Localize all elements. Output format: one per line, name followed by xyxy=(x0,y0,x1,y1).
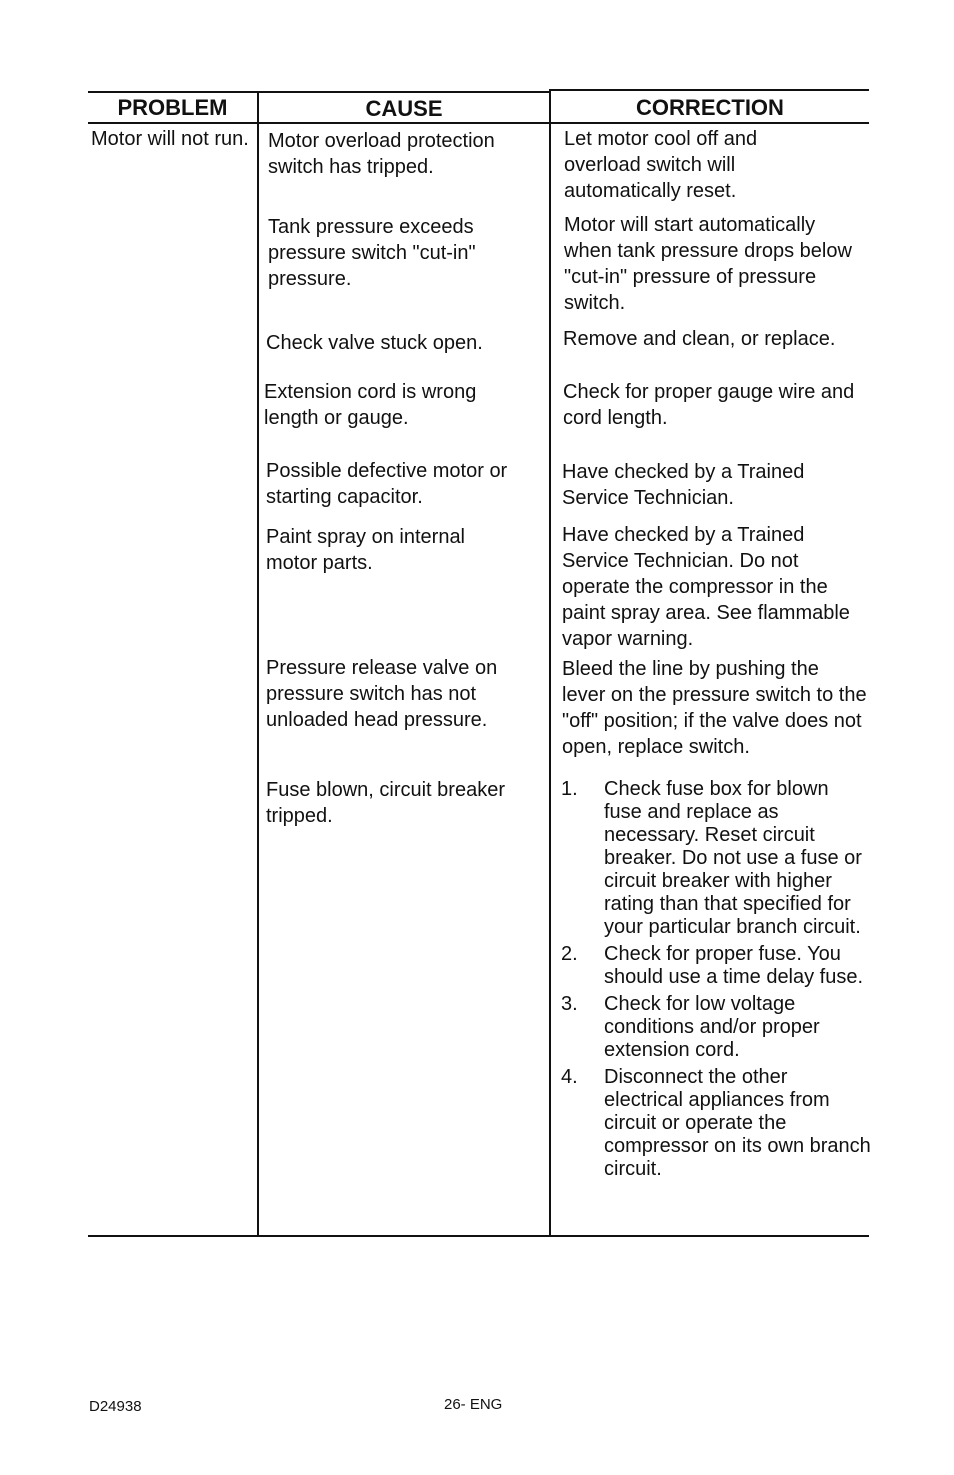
column-divider-2 xyxy=(549,89,551,1237)
correction-5: Have checked by a Trained Service Technician. xyxy=(562,461,805,509)
step-number: 1. xyxy=(561,778,578,800)
correction-6: Have checked by a Trained Service Technician. Do not operate the compressor in the paint spray area. See flammable vapor warning. xyxy=(562,524,850,650)
correction-3: Remove and clean, or replace. xyxy=(563,328,836,350)
troubleshooting-table xyxy=(88,89,869,1237)
page-number: 26- ENG xyxy=(444,1396,503,1413)
cause-4: Extension cord is wrong length or gauge. xyxy=(264,381,477,429)
list-item xyxy=(561,943,871,989)
list-item xyxy=(561,778,871,939)
cause-1: Motor overload protection switch has tripped. xyxy=(268,130,495,178)
header-correction: CORRECTION xyxy=(636,95,784,120)
bottom-rule xyxy=(88,1235,869,1237)
step-text: Check for low voltage conditions and/or proper extension cord. xyxy=(604,993,820,1061)
correction-8-steps xyxy=(561,778,871,1185)
step-text: Disconnect the other electrical appliances from circuit or operate the compressor on its own branch circuit. xyxy=(604,1066,871,1180)
cause-6: Paint spray on internal motor parts. xyxy=(266,526,466,574)
header-rule xyxy=(88,122,869,124)
list-item xyxy=(561,1066,871,1181)
top-rule-right xyxy=(549,89,869,91)
correction-1: Let motor cool off and overload switch will automatically reset. xyxy=(564,128,758,202)
header-problem: PROBLEM xyxy=(117,95,228,120)
cause-8: Fuse blown, circuit breaker tripped. xyxy=(266,779,505,827)
column-divider-1 xyxy=(257,91,259,1237)
step-number: 3. xyxy=(561,993,578,1015)
cause-3: Check valve stuck open. xyxy=(266,332,483,354)
correction-7: Bleed the line by pushing the lever on the pressure switch to the "off" position; if the valve does not open, replace switch. xyxy=(562,658,867,758)
step-text: Check fuse box for blown fuse and replace as necessary. Reset circuit breaker. Do not use a fuse or circuit breaker with higher rating than that specified for your particular branch circuit. xyxy=(604,778,862,938)
problem-text: Motor will not run. xyxy=(91,128,249,150)
cause-7: Pressure release valve on pressure switch has not unloaded head pressure. xyxy=(266,657,498,731)
correction-2: Motor will start automatically when tank pressure drops below "cut-in" pressure of pressure switch. xyxy=(564,214,852,314)
step-text: Check for proper fuse. You should use a time delay fuse. xyxy=(604,943,864,988)
cause-5: Possible defective motor or starting capacitor. xyxy=(266,460,508,508)
header-cause: CAUSE xyxy=(365,96,443,121)
correction-4: Check for proper gauge wire and cord length. xyxy=(563,381,855,429)
list-item xyxy=(561,993,871,1062)
document-code: D24938 xyxy=(89,1398,142,1415)
top-rule-left xyxy=(88,91,551,93)
step-number: 2. xyxy=(561,943,578,965)
step-number: 4. xyxy=(561,1066,578,1088)
cause-2: Tank pressure exceeds pressure switch "cut-in" pressure. xyxy=(268,216,476,290)
